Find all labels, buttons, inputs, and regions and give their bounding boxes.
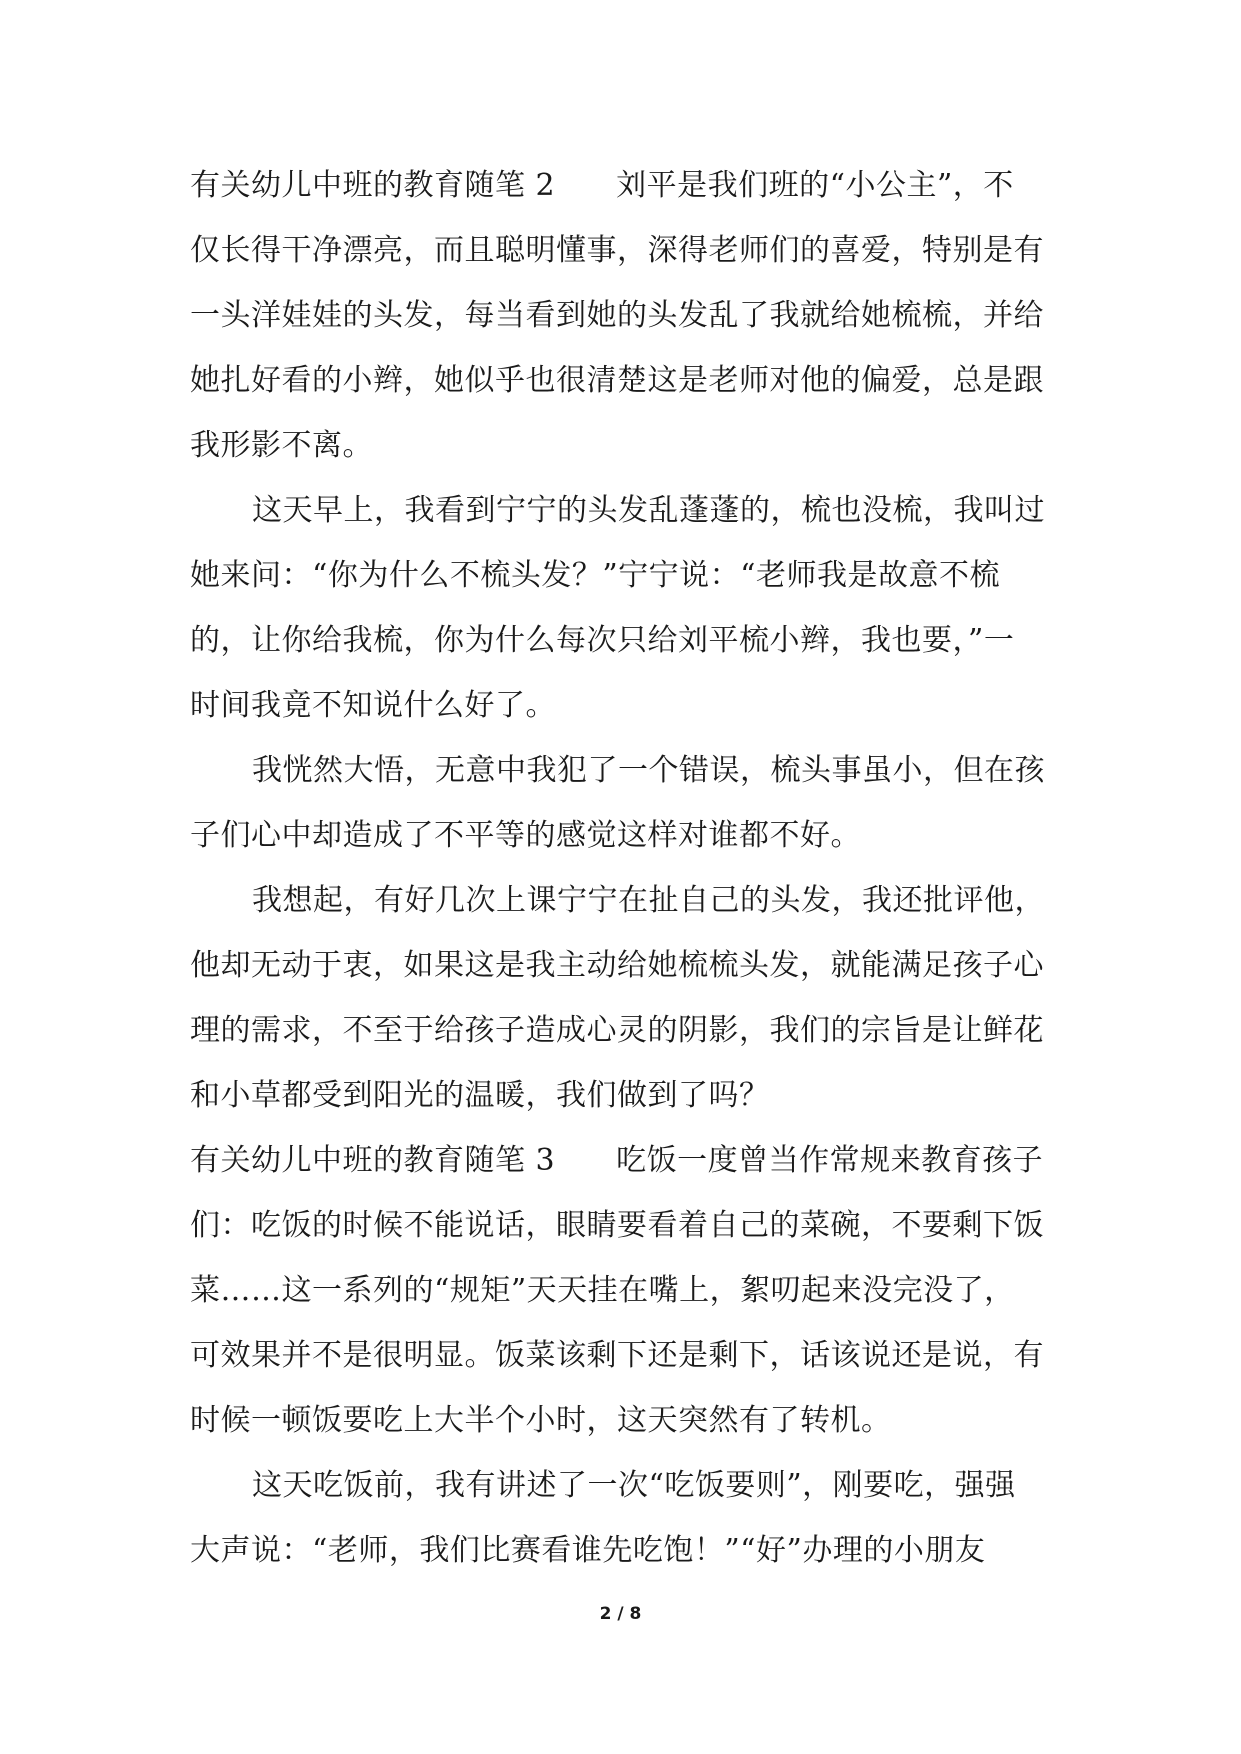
text-line: 有关幼儿中班的教育随笔 2 刘平是我们班的“小公主”，不: [190, 168, 1014, 203]
text-line: 和小草都受到阳光的温暖，我们做到了吗？: [190, 1078, 770, 1113]
text-line: 有关幼儿中班的教育随笔 3 吃饭一度曾当作常规来教育孩子: [190, 1143, 1044, 1178]
text-line: 我恍然大悟，无意中我犯了一个错误，梳头事虽小，但在孩: [252, 753, 1045, 788]
text-line: 一头洋娃娃的头发，每当看到她的头发乱了我就给她梳梳，并给: [190, 298, 1044, 333]
page-number: 2 / 8: [599, 1604, 642, 1624]
text-line: 大声说：“老师，我们比赛看谁先吃饱！”“好”办理的小朋友: [190, 1533, 986, 1568]
text-line: 这天吃饭前，我有讲述了一次“吃饭要则”，刚要吃，强强: [252, 1468, 1016, 1503]
text-line: 们：吃饭的时候不能说话，眼睛要看着自己的菜碗，不要剩下饭: [190, 1208, 1044, 1243]
text-line: 她来问：“你为什么不梳头发？”宁宁说：“老师我是故意不梳: [190, 558, 1001, 593]
text-line: 时候一顿饭要吃上大半个小时，这天突然有了转机。: [190, 1403, 892, 1438]
text-line: 我形影不离。: [190, 428, 373, 463]
text-line: 菜……这一系列的“规矩”天天挂在嘴上，絮叨起来没完没了，: [190, 1273, 1015, 1308]
text-line: 的，让你给我梳，你为什么每次只给刘平梳小辫，我也要，”一: [190, 623, 1015, 658]
text-line: 仅长得干净漂亮，而且聪明懂事，深得老师们的喜爱，特别是有: [190, 233, 1044, 268]
text-line: 她扎好看的小辫，她似乎也很清楚这是老师对他的偏爱，总是跟: [190, 363, 1044, 398]
text-line: 理的需求，不至于给孩子造成心灵的阴影，我们的宗旨是让鲜花: [190, 1013, 1044, 1048]
text-line: 时间我竟不知说什么好了。: [190, 688, 556, 723]
text-line: 这天早上，我看到宁宁的头发乱蓬蓬的，梳也没梳，我叫过: [252, 493, 1045, 528]
text-line: 可效果并不是很明显。饭菜该剩下还是剩下，话该说还是说，有: [190, 1338, 1044, 1373]
text-line: 我想起，有好几次上课宁宁在扯自己的头发，我还批评他，: [252, 883, 1045, 918]
text-line: 他却无动于衷，如果这是我主动给她梳梳头发，就能满足孩子心: [190, 948, 1044, 983]
document-body: [190, 153, 1060, 1583]
text-line: 子们心中却造成了不平等的感觉这样对谁都不好。: [190, 818, 861, 853]
